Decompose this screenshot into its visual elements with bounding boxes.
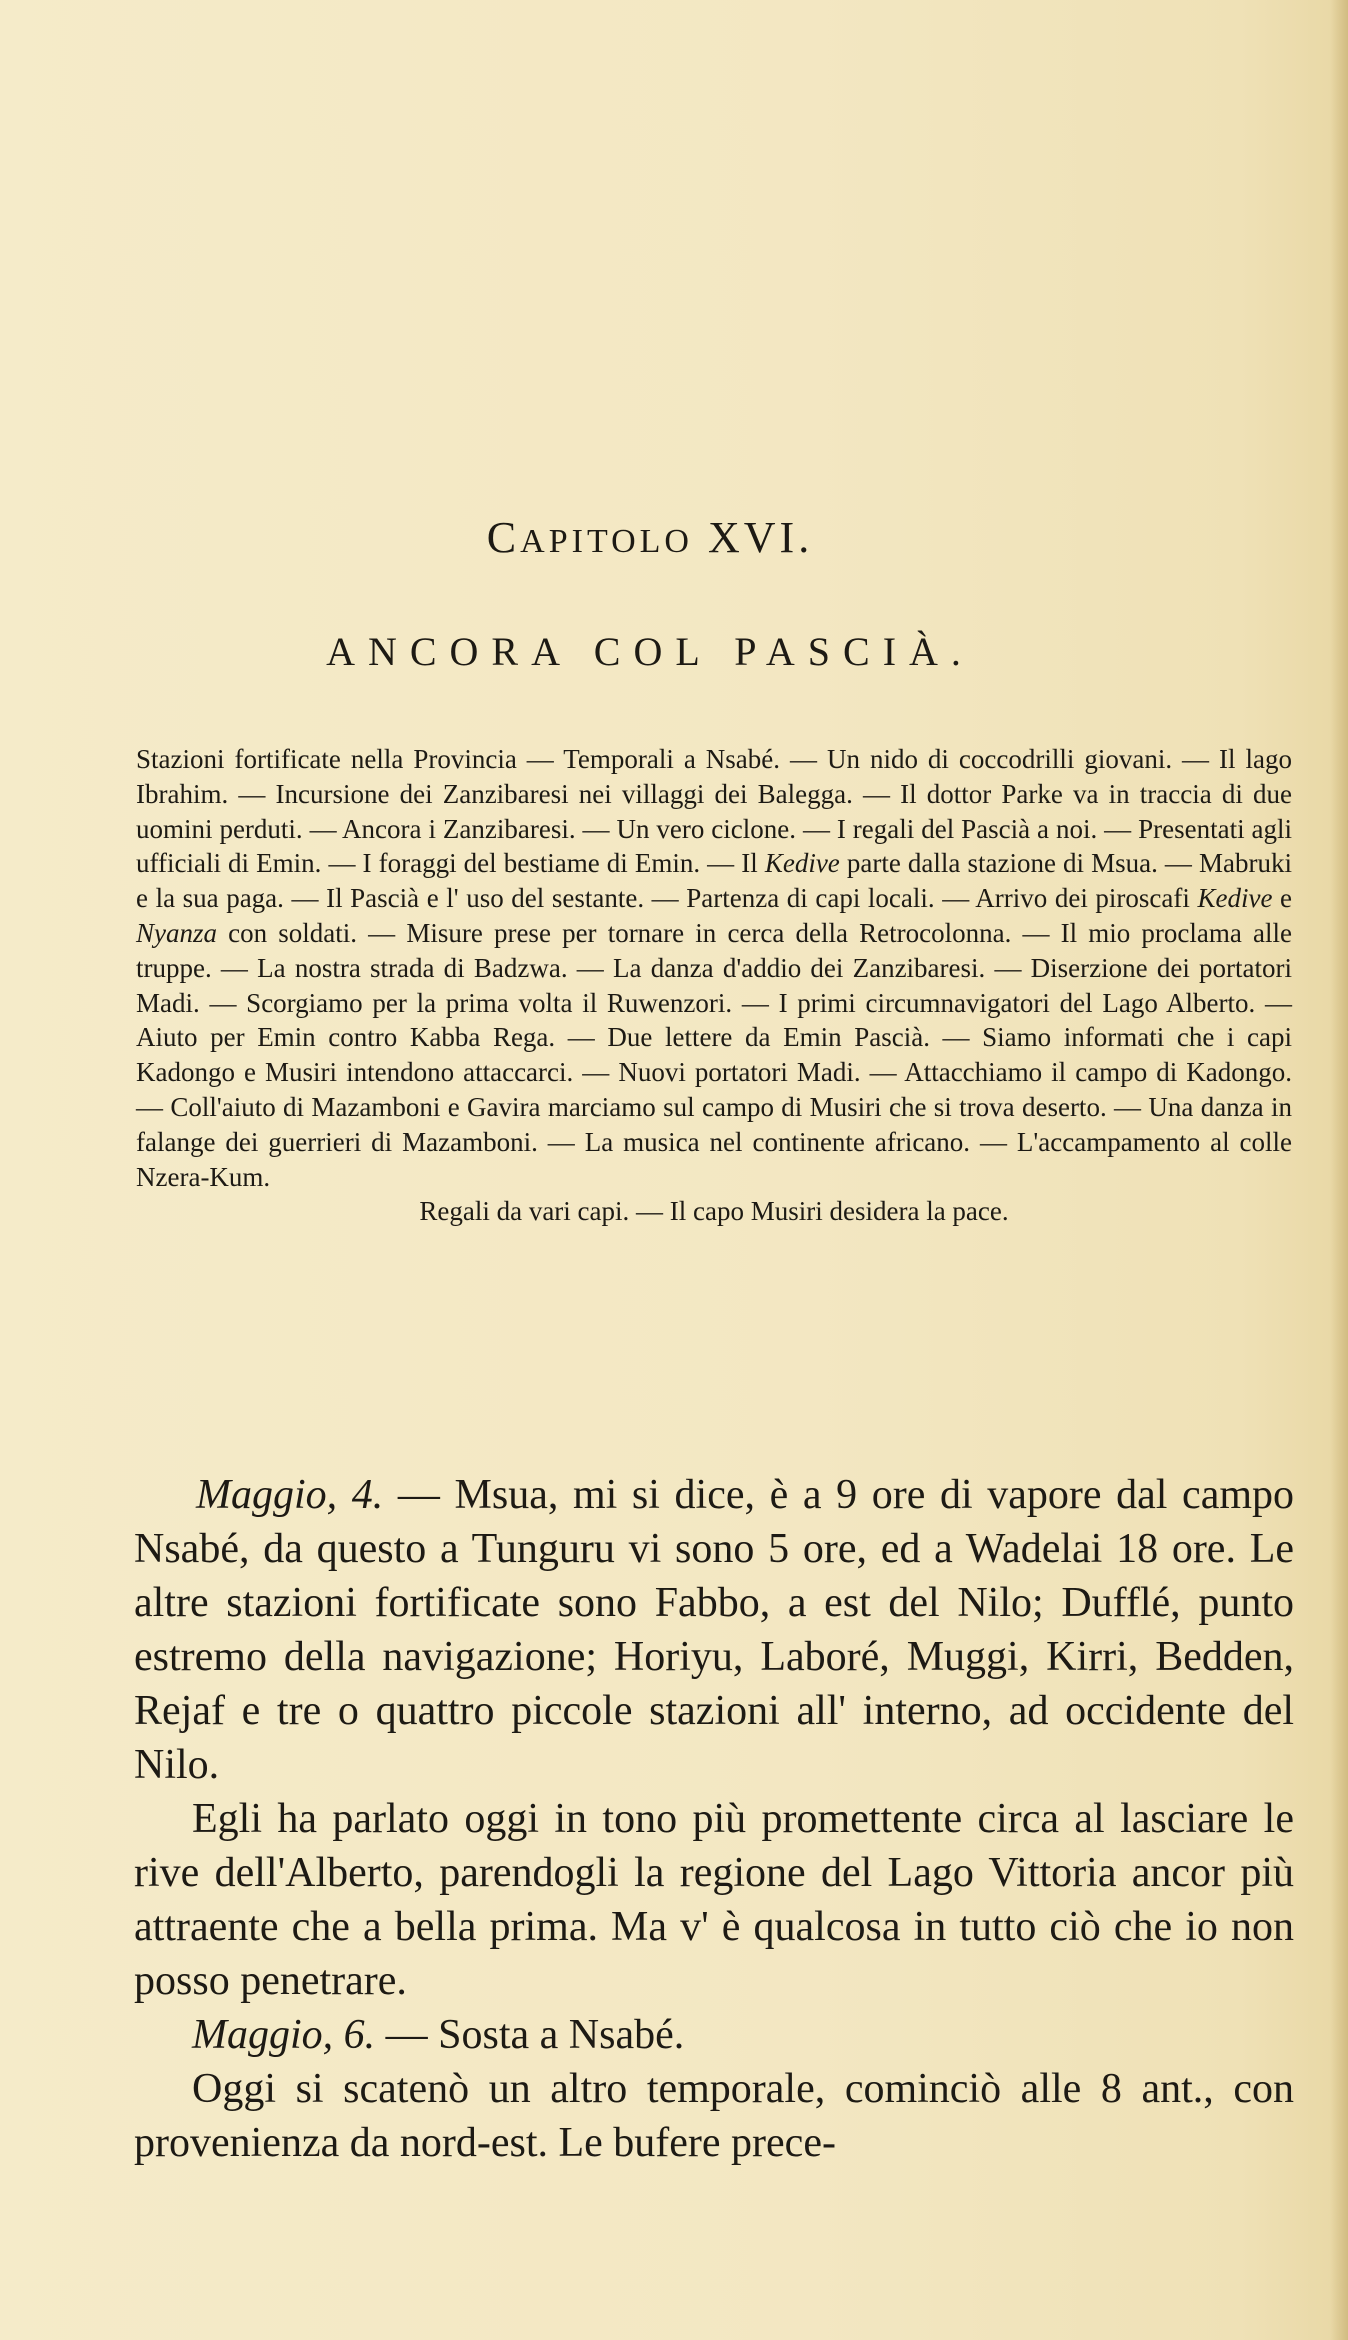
paragraph [134, 2062, 1294, 2170]
paragraph [134, 2008, 1294, 2062]
chapter-heading [0, 512, 1300, 563]
paragraph [134, 1792, 1294, 2008]
paragraph-text: Oggi si scatenò un altro temporale, cominciò alle 8 ant., con provenienza da nord-est. Le bufere prece- [134, 2066, 1294, 2166]
paragraph-text: Egli ha parlato oggi in tono più promettente circa al lasciare le rive dell'Alberto, parendogli la regione del Lago Vittoria ancor più attraente che a bella prima. Ma v' è qualcosa in tutto ciò che io non posso penetrare. [134, 1796, 1294, 2004]
chapter-label-initial: C [486, 513, 521, 562]
chapter-label-rest: APITOLO [520, 523, 693, 560]
chapter-number: XVI. [707, 513, 814, 562]
summary-part-2: parte dalla stazione di Msua. — Mabruki e la sua paga. — Il Pascià e l' uso del sestante. — Partenza di capi locali. — Arrivo dei piroscafi [136, 848, 1292, 914]
summary-ship-kedive: Kedive [764, 848, 840, 879]
summary-part-1: Stazioni fortificate nella Provincia — Temporali a Nsabé. — Un nido di coccodrilli giovani. — Il lago Ibrahim. — Incursione dei Zanzibaresi nei villaggi dei Balegga. — Il dottor Parke va in traccia di due uomini perduti. — Ancora i Zanzibaresi. — Un vero ciclone. — I regali del Pascià a noi. — Presentati agli ufficiali di Emin. — I foraggi del bestiame di Emin. — Il [136, 744, 1292, 879]
summary-part-4: con soldati. — Misure prese per tornare in cerca della Retrocolonna. — Il mio proclama alle truppe. — La nostra strada di Badzwa. — La danza d'addio dei Zanzibaresi. — Diserzione dei portatori Madi. — Scorgiamo per la prima volta il Ruwenzori. — I primi circumnavigatori del Lago Alberto. — Aiuto per Emin contro Kabba Rega. — Due lettere da Emin Pascià. — Siamo informati che i capi Kadongo e Musiri intendono attaccarci. — Nuovi portatori Madi. — Attacchiamo il campo di Kadongo. — Coll'aiuto di Mazamboni e Gavira marciamo sul campo di Musiri che si trova deserto. — Una danza in falange dei guerrieri di Mazamboni. — La musica nel continente africano. — L'accampamento al colle Nzera-Kum. [136, 917, 1292, 1192]
summary-ship-nyanza: Nyanza [136, 917, 217, 948]
chapter-title: ANCORA COL PASCIÀ. [326, 629, 974, 674]
summary-part-3: e [1272, 883, 1293, 914]
paragraph-text: — Msua, mi si dice, è a 9 ore di vapore dal campo Nsabé, da questo a Tunguru vi sono 5 ore, ed a Wadelai 18 ore. Le altre stazioni fortificate sono Fabbo, a est del Nilo; Dufflé, punto estremo della navigazione; Horiyu, Laboré, Muggi, Kirri, Bedden, Rejaf e tre o quattro piccole stazioni all' interno, ad occidente del Nilo. [134, 1472, 1295, 1788]
entry-date: Maggio, 4. [196, 1472, 384, 1518]
summary-ship-kedive-2: Kedive [1197, 883, 1273, 914]
paragraph [134, 1468, 1294, 1792]
paragraph-text: — Sosta a Nsabé. [375, 2012, 685, 2058]
page-edge [1330, 0, 1348, 2340]
main-text [134, 1468, 1294, 2170]
entry-date: Maggio, 6. [192, 2012, 376, 2058]
summary-last-line: Regali da vari capi. — Il capo Musiri desidera la pace. [419, 1196, 1009, 1227]
chapter-summary [136, 742, 1292, 1229]
